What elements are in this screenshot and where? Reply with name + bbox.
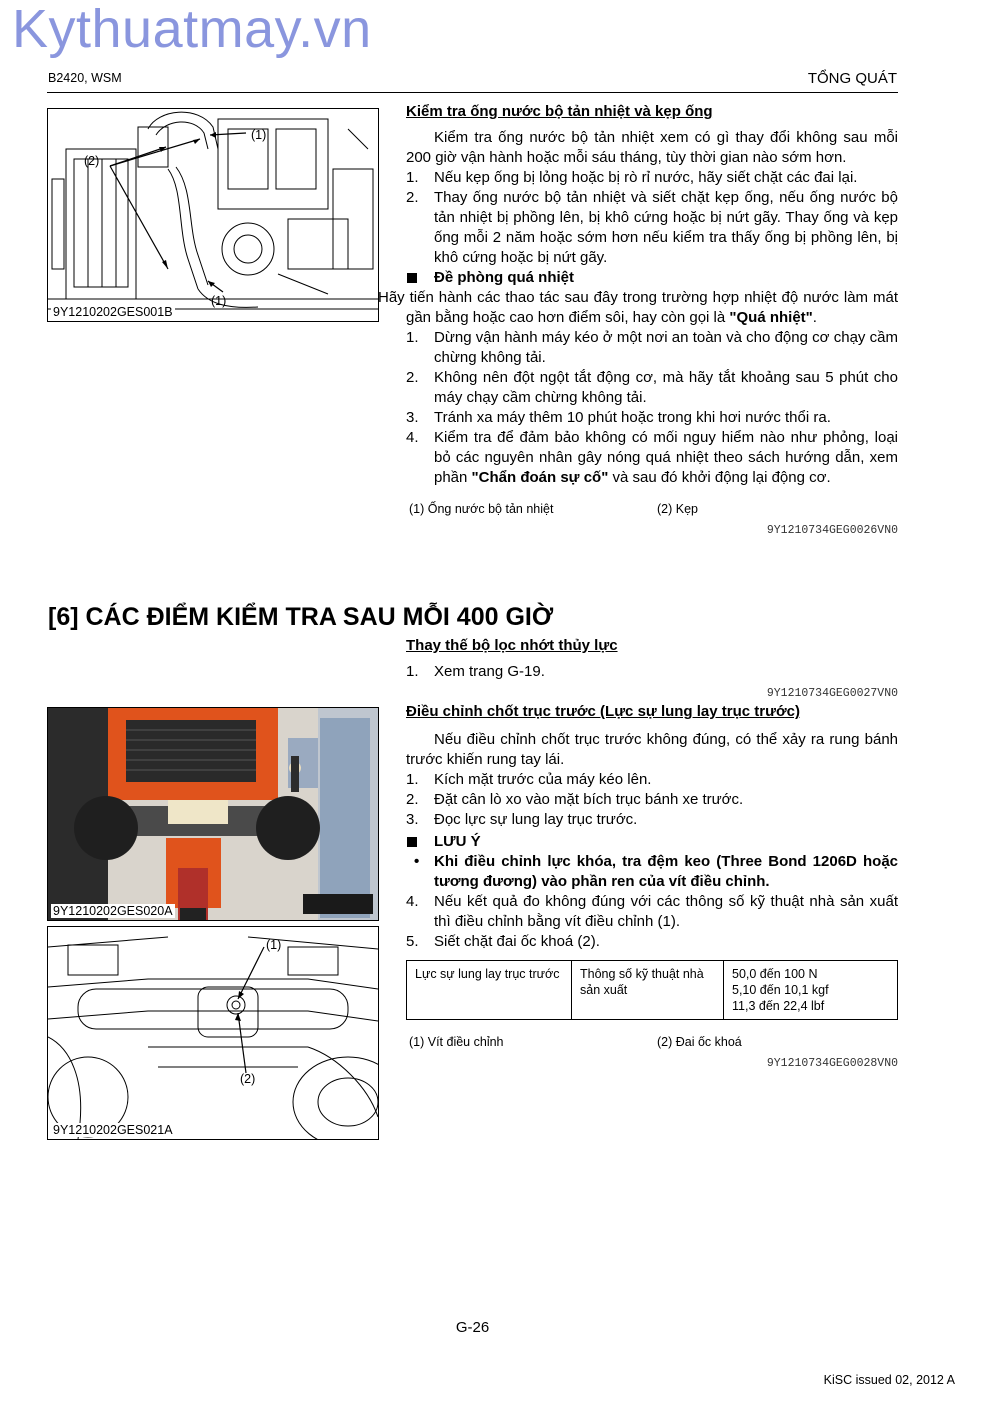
heading-hydraulic-filter: Thay thế bộ lọc nhớt thủy lực [406,637,618,654]
figure-captions [406,1032,898,1052]
caption-2: (2) Kẹp [657,502,698,516]
heading-front-axle-pivot: Điều chỉnh chốt trục trước (Lực sự lung lay trục trước) [406,703,800,720]
section-front-axle-pivot [406,702,898,1074]
figure-radiator-hose [47,108,379,322]
steps-overheat [406,328,898,488]
callout-1: (1) [266,938,282,952]
steps-front-axle-2 [406,892,898,952]
list-item: 1. Xem trang G-19. [406,663,545,680]
figure-code: 9Y1210202GES021A [53,1123,173,1137]
callout-2: (2) [240,1072,256,1086]
list-item: 1. Kích mặt trước của máy kéo lên. [406,771,652,788]
spec-label: Lực sự lung lay trục trước [407,961,572,1020]
overheat-title: Đề phòng quá nhiệt [406,268,898,288]
header-chapter: TỔNG QUÁT [807,70,897,87]
figure-code: 9Y1210202GES001B [53,305,173,319]
list-item: 1. Nếu kẹp ống bị lỏng hoặc bị rò rỉ nước, hãy siết chặt các đai lại. [406,169,858,186]
page-number: G-26 [455,1319,490,1336]
heading-radiator-hose: Kiểm tra ống nước bộ tản nhiệt và kẹp ống [406,103,713,120]
steps-front-axle [406,770,898,830]
figure-code: 9Y1210202GES020A [53,904,173,918]
caption-1: (1) Ống nước bộ tản nhiệt [409,502,554,516]
note-title: LƯU Ý [406,832,898,852]
radiator-hose-drawing [48,109,378,321]
list-item: 2. Thay ống nước bộ tản nhiệt và siết chặt kẹp ống, nếu ống nước bộ tản nhiệt bị phồng lên, bị khô cứng hoặc bị nứt gãy. Thay ống và kẹp ống mỗi 2 năm hoặc sớm hơn nếu kiểm tra thấy ống bị phồng lên, bị khô cứng hoặc bị nứt gãy. [406,189,898,266]
doc-code: 9Y1210734GEG0026VN0 [766,524,898,537]
figure-front-axle [47,926,379,1140]
header-model: B2420, WSM [48,71,122,85]
callout-1: (1) [251,128,267,142]
intro-front-axle-pivot: Nếu điều chỉnh chốt trục trước không đúng, có thể xảy ra rung bánh trước khiến rung tay lái. [406,731,898,768]
note-bullet: • Khi điều chỉnh lực khóa, tra đệm keo (Three Bond 1206D hoặc tương đương) vào phần ren của vít điều chỉnh. [406,852,898,892]
overheat-intro: Hãy tiến hành các thao tác sau đây trong trường hợp nhiệt độ nước làm mát gần bằng hoặc cao hơn điểm sôi, hay còn gọi là "Quá nhiệt". [378,289,898,326]
doc-code: 9Y1210734GEG0028VN0 [766,1057,898,1070]
spec-value: 50,0 đến 100 N 5,10 đến 10,1 kgf 11,3 đến 22,4 lbf [724,961,898,1020]
list-item: 2. Đặt cân lò xo vào mặt bích trục bánh xe trước. [406,791,744,808]
list-item: 4. Nếu kết quả đo không đúng với các thông số kỹ thuật nhà sản xuất thì điều chỉnh bằng vít điều chỉnh (1). [406,893,898,930]
list-item: 4. Kiểm tra để đảm bảo không có mối nguy hiểm nào như phỏng, loại bỏ các nguyên nhân gây nóng quá nhiệt theo sách hướng dẫn, xem phần "Chẩn đoán sự cố" và sau đó khởi động lại động cơ. [406,429,898,486]
table-row [407,961,898,1020]
section-title: [6] CÁC ĐIỂM KIỂM TRA SAU MỖI 400 GIỜ [48,603,554,631]
spec-table [406,960,898,1020]
intro-radiator-hose: Kiểm tra ống nước bộ tản nhiệt xem có gì thay đổi không sau mỗi 200 giờ vận hành hoặc mỗi sáu tháng, tùy thời gian nào sớm hơn. [406,129,898,166]
steps-radiator-hose [406,168,898,268]
footer-issue: KiSC issued 02, 2012 A [823,1373,955,1387]
callout-2: (2) [84,154,100,168]
figure-tractor-photo [47,707,379,921]
caption-1: (1) Vít điều chỉnh [409,1035,504,1049]
caption-2: (2) Đai ốc khoá [657,1035,742,1049]
list-item: 2. Không nên đột ngột tắt động cơ, mà hãy tắt khoảng sau 5 phút cho máy chạy cầm chừng không tải. [406,369,898,406]
spec-type: Thông số kỹ thuật nhà sản xuất [572,961,724,1020]
list-item: 3. Đọc lực sự lung lay trục trước. [406,811,638,828]
list-item: 5. Siết chặt đai ốc khoá (2). [406,933,600,950]
list-item: 1. Dừng vận hành máy kéo ở một nơi an toàn và cho động cơ chạy cầm chừng không tải. [406,329,898,366]
section-hydraulic-filter [406,636,898,704]
doc-code: 9Y1210734GEG0027VN0 [766,687,898,700]
figure-captions [406,499,898,519]
callout-1-lower: (1) [211,294,227,308]
list-item: 3. Tránh xa máy thêm 10 phút hoặc trong khi hơi nước thổi ra. [406,409,831,426]
header-rule [47,92,898,93]
section-radiator-hose [378,102,898,541]
front-axle-drawing [48,927,378,1139]
tractor-photo [48,708,378,920]
watermark: Kythuatmay.vn [12,0,372,59]
